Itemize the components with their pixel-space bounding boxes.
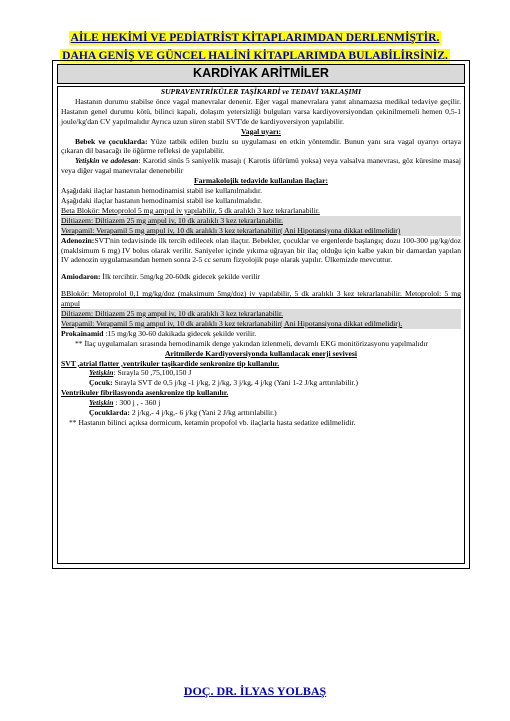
text-yetiskin-2: : 300 j , - 360 j	[113, 398, 161, 408]
text-yetiskin-1: : Sırayla 50 ,75,100,150 J	[113, 368, 192, 378]
banner-line-2: DAHA GENİŞ VE GÜNCEL HALİNİ KİTAPLARIMDA BULABİLİRSİNİZ.	[62, 49, 448, 62]
author-name: DOÇ. DR. İLYAS YOLBAŞ	[183, 684, 327, 698]
label-bebek: Bebek ve çocuklarda:	[75, 136, 148, 146]
drug-verapamil-2: Verapamil: Verapamil 5 mg ampul iv, 10 dk aralıklı 3 kez tekrarlanabilir( Ani Hipotansiyona dikkat edilmelidir).	[61, 319, 461, 329]
label-yetiskin-1: Yetişkin	[89, 368, 114, 378]
subheading-kardiyoversiyon: Aritmilerde Kardiyoversiyonda kullanılacak enerji sevivesi	[165, 348, 357, 358]
text-prokainamid: :15 mg/kg 30-60 dakikada gidecek şekilde verilir.	[103, 328, 257, 338]
section-heading-svt: SUPRAVENTRİKÜLER TAŞİKARDİ ve TEDAVİ YAKLAŞIMI	[160, 87, 362, 96]
label-cocuk-1: Çocuk:	[89, 378, 113, 388]
author-credit	[0, 682, 510, 700]
text-amiodaron: İlk tercihtir. 5mg/kg 20-60dk gidecek şekilde verilir	[100, 272, 260, 282]
paragraph-bebek	[61, 137, 461, 157]
drug-beta-bloker: Beta Blokör: Metoprolol 5 mg ampul iv yapılabilir, 5 dk aralıklı 3 kez tekrarlanabilir.	[61, 205, 320, 215]
subheading-senkronize: SVT ,atrial flatter ,ventrikuler taşikardide senkronize tip kullanılır.	[61, 358, 280, 368]
note-sedation: ** Hastanın bilinci açıksa dormicum, ketamin propofol vb. ilaçlarla hasta sedatize edilmelidir.	[69, 418, 356, 427]
subheading-asenkronize: Ventrikuler fibrilasyonda asenkronize tip kullanılır.	[61, 388, 229, 398]
energy-cocuk-2	[61, 408, 461, 418]
paragraph-amiodaron	[61, 272, 461, 282]
paragraph-prokainamid	[61, 329, 461, 339]
subheading-vagal: Vagal uyarı:	[240, 126, 281, 136]
label-cocuk-2: Çocuklarda:	[89, 408, 130, 418]
paragraph-adenozin	[61, 236, 461, 266]
energy-yetiskin-2	[61, 398, 461, 408]
energy-cocuk-1	[61, 378, 461, 388]
label-yetiskin: Yetişkin ve adolesan	[75, 156, 139, 166]
text-cocuk-2: 2 j/kg,- 4 j/kg,- 6 j/kg (Yani 2 J/kg arttırılabilir.)	[129, 408, 277, 418]
text-cocuk-1: Sırayla SVT de 0,5 j/kg -1 j/kg, 2 j/kg, 3 j/kg, 4 j/kg (Yani 1-2 J/kg arttırılabilir.)	[112, 378, 359, 388]
text-yetiskin: : Karotid sinüs 5 saniyelik masajı ( Karotis üfürümü yoksa) veya valsalva manevrası, göz küresine masaj veya diğer vagal manevralar denenebilir	[61, 156, 462, 176]
drug-diltiazem-1: Diltiazem: Diltiazem 25 mg ampul iv, 10 dk aralıklı 3 kez tekrarlanabilir.	[61, 216, 461, 226]
paragraph-intro: Hastanın durumu stabilse önce vagal manevralar denenir. Eğer vagal manevralara yanıt alınamazsa medikal tedaviye geçilir. Hastanın genel durumu kötü, bilinci kapalı, dolaşım yetersizliği bulguları varsa kardiyoversiyondan çekinilmemeli hemen 0,5-1 joule/kg'dan CV yapılmalıdır Ayrıca uzun süren stabil SVT'de de kardiyoversiyon yapılabilir.	[61, 96, 461, 126]
banner-line-1: AİLE HEKİMİ VE PEDİATRİST KİTAPLARIMDAN DERLENMİŞTİR.	[70, 31, 440, 44]
drug-bbloker-2: BBlokör: Metoprolol 0,1 mg/kg/doz (maksimum 5mg/doz) iv yapılabilir, 5 dk aralıklı 3 kez tekrarlanabilir. Metoprolol: 5 mg ampul	[61, 289, 461, 309]
energy-yetiskin-1	[61, 368, 461, 378]
text-adenozin: SVT'nin tedavisinde ilk tercih edilecek olan ilaçtır. Bebekler, çocuklar ve ergenlerde başlangıç dozu 100-300 µg/kg/doz (maklsimum 6 mg) IV bolus olarak verilir. Saniyeler içinde yıkıma uğrayan bir ilaç olduğu için kalbe yakın bir damardan yapılan IV adenozin uygulamasından hemen sonra 2-5 cc serum fizyolojik puşe olarak yapılır. Ülkemizde mevcuttur.	[61, 235, 461, 265]
label-amiodaron: Amiodaron:	[61, 272, 101, 282]
label-adenozin: Adenozin:	[61, 235, 95, 245]
document-body	[57, 86, 465, 564]
page-title: KARDİYAK ARİTMİLER	[57, 64, 465, 84]
drug-diltiazem-2: Diltiazem: Diltiazem 25 mg ampul iv, 10 dk aralıklı 3 kez tekrarlanabilir.	[61, 309, 461, 319]
farm-line-2: Aşağıdaki ilaçlar hastanın hemodinamisi stabil ise kullanılmalıdır.	[61, 195, 262, 205]
label-yetiskin-2: Yetişkin	[89, 398, 114, 408]
text-bebek: Yüze tatbik edilen buzlu su uygulaması en etkin yöntemdir. Bunun yanı sıra vagal uyarıyı ortaya çıkaran dil basacağı ile öğürme refleksi de yapılabilir.	[61, 136, 461, 156]
drug-verapamil-1: Verapamil: Verapamil 5 mg ampul iv, 10 dk aralıklı 3 kez tekrarlanabilir( Ani Hipotansiyona dikkat edilmelidir)	[61, 226, 461, 236]
farm-line-1: Aşağıdaki ilaçlar hastanın hemodinamisi stabil ise kullanılmalıdır.	[61, 186, 262, 196]
document-frame	[52, 60, 470, 569]
note-monitoring: ** İlaç uygulamaları sırasında hemodinamik denge yakından izlenmeli, devamlı EKG monitörizasyonu yapılmalıdır	[75, 338, 429, 348]
paragraph-yetiskin	[61, 156, 461, 176]
label-prokainamid: Prokainamid	[61, 328, 104, 338]
subheading-farmakolojik: Farmakolojik tedavide kullanılan ilaçlar:	[194, 176, 328, 186]
header-banner	[0, 28, 510, 64]
